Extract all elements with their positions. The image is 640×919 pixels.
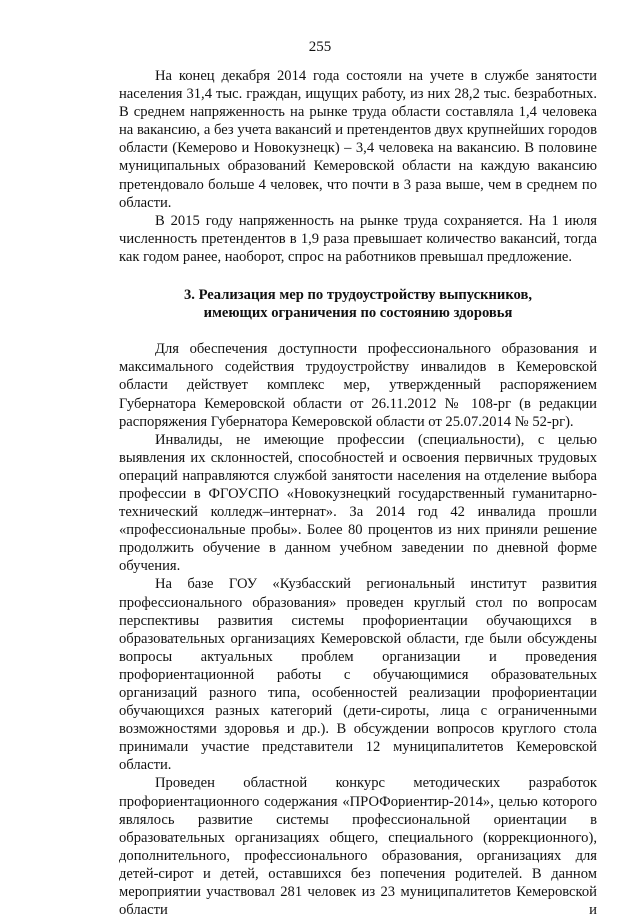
paragraph-measures: Для обеспечения доступности профессионального образования и максимального содействия трудоустройству инвалидов в Кемеровской области действует комплекс мер, утвержденный распоряжением Губернатора Кемеровской области от 26.11.2012 № 108-рг (в редакции распоряжения Губернатора Кемеровской области от 25.07.2014 № 52-рг).: [119, 341, 597, 430]
section-heading-line-2: имеющих ограничения по состоянию здоровья: [203, 305, 513, 322]
paragraph-contest: Проведен областной конкурс методических разработок профориентационного содержания «ПРОФориентир-2014», целью которого являлось развитие системы профессиональной ориентации в образовательных организациях общего, специального (коррекционного), дополнительного, профессионального образования, организациях для детей-сирот и детей, оставшихся без попечения родителей. В данном мероприятии участвовал 281 человек из 23 муниципалитетов Кемеровской области и: [119, 775, 597, 919]
page-number: 255: [308, 39, 332, 55]
paragraph-labor-market-2015: В 2015 году напряженность на рынке труда сохраняется. На 1 июля численность претендентов в 1,9 раза превышает количество вакансий, тогда как годом ранее, наоборот, спрос на работников превышал предложение.: [119, 212, 597, 265]
paragraph-unemployment: На конец декабря 2014 года состояли на учете в службе занятости населения 31,4 тыс. граждан, ищущих работу, из них 28,2 тыс. безработных. В среднем напряженность на рынке труда области составляла 1,4 человека на вакансию, а без учета вакансий и претендентов двух крупнейших городов области (Кемерово и Новокузнецк) – 3,4 человека на вакансию. В половине муниципальных образований Кемеровской области на каждую вакансию претендовало больше 4 человек, что почти в 3 раза выше, чем в среднем по области.: [119, 68, 597, 211]
section-heading-line-1: 3. Реализация мер по трудоустройству выпускников,: [183, 287, 533, 304]
page-body: [119, 67, 597, 919]
paragraph-career-choice: Инвалиды, не имеющие профессии (специальности), с целью выявления их склонностей, способностей и освоения первичных трудовых операций направляются службой занятости населения на отделение выбора профессии в ФГОУСПО «Новокузнецкий государственный гуманитарно-технический колледж–интернат». За 2014 год 42 инвалида прошли «профессиональные пробы». Более 80 процентов из них приняли решение продолжить обучение в данном учебном заведении по дневной форме обучения.: [119, 431, 597, 575]
section-heading: [119, 286, 597, 322]
paragraph-round-table: На базе ГОУ «Кузбасский региональный институт развития профессионального образования» проведен круглый стол по вопросам перспективы развития системы профориентации обучающихся в образовательных организациях Кемеровской области, где были обсуждены вопросы актуальных проблем организации и проведения профориентационной работы с обучающимися образовательных организаций разного типа, особенностей реализации профориентации обучающихся разных категорий (дети-сироты, лица с ограниченными возможностями здоровья и др.). В обсуждении вопросов круглого стола принимали участие представители 12 муниципалитетов Кемеровской области.: [119, 576, 597, 774]
